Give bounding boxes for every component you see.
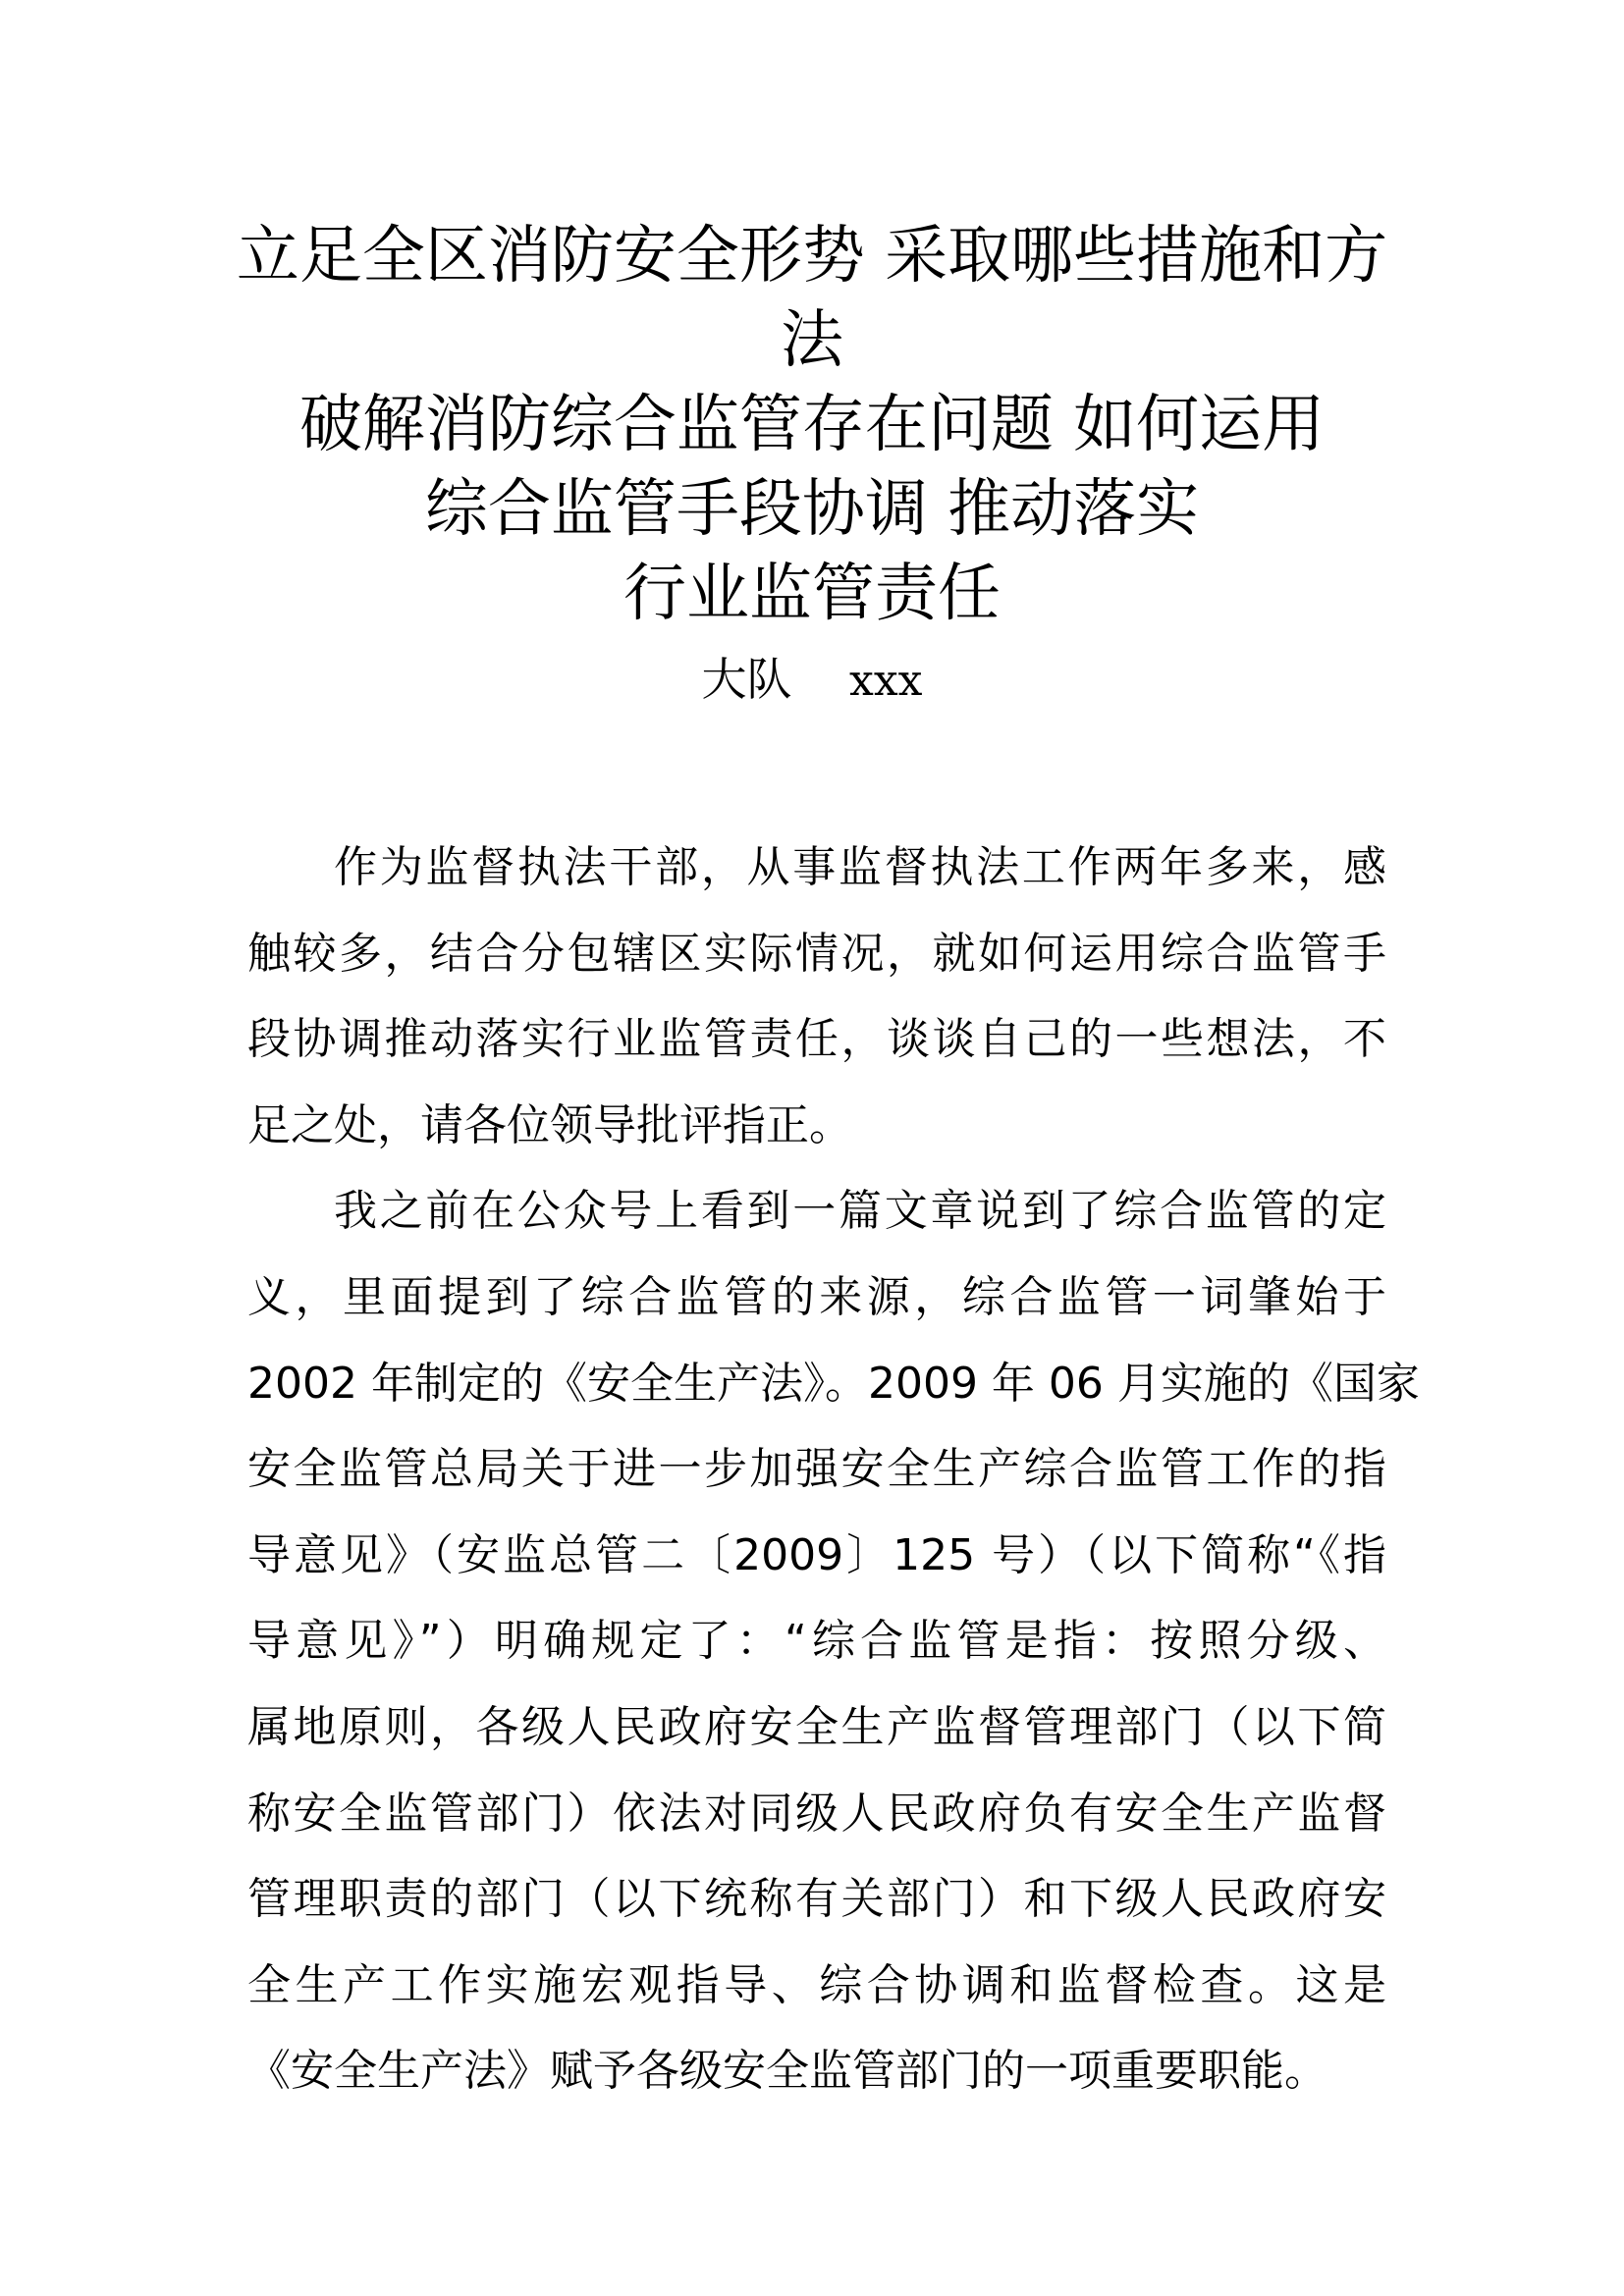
paragraph-2-line: 《安全生产法》赋予各级安全监管部门的一项重要职能。 [247,2046,1327,2097]
title-line-4: 综合监管手段协调 推动落实 [424,473,1200,546]
document-title [196,214,1428,636]
title-line-5: 行业监管责任 [623,558,1001,630]
title-line-3: 破解消防综合监管存在问题 如何运用 [298,389,1326,461]
author-name: xxx [849,656,923,706]
body-text [247,825,1420,2114]
author-line [196,650,1428,711]
author-unit: 大队 [701,653,792,706]
paragraph-2-line: 全生产工作实施宏观指导、综合协调和监督检查。这是 [247,1959,1386,2010]
paragraph-1-line: 触较多，结合分包辖区实际情况，就如何运用综合监管手 [247,928,1386,979]
paragraph-2-line: 安全监管总局关于进一步加强安全生产综合监管工作的指 [247,1444,1386,1495]
paragraph-2-line: 导意见》（安监总管二〔2009〕125 号）（以下简称“《指 [247,1529,1386,1580]
title-line-2: 法 [781,304,843,377]
paragraph-2-line: 我之前在公众号上看到一篇文章说到了综合监管的定 [334,1186,1386,1237]
paragraph-2-line: 导意见》”）明确规定了：“综合监管是指：按照分级、 [247,1616,1386,1667]
paragraph-2-line: 2002 年制定的《安全生产法》。2009 年 06 月实施的《国家 [247,1358,1420,1409]
paragraph-2-line: 管理职责的部门（以下统称有关部门）和下级人民政府安 [247,1874,1386,1925]
paragraph-2-line: 称安全监管部门）依法对同级人民政府负有安全生产监督 [247,1788,1386,1839]
paragraph-2-line: 义，里面提到了综合监管的来源，综合监管一词肇始于 [247,1271,1386,1322]
paragraph-2-line: 属地原则，各级人民政府安全生产监督管理部门（以下简 [247,1701,1386,1752]
paragraph-1-line: 作为监督执法干部，从事监督执法工作两年多来，感 [334,842,1386,892]
paragraph-1-line: 足之处，请各位领导批评指正。 [247,1099,852,1150]
title-line-1: 立足全区消防安全形势 采取哪些措施和方 [236,220,1388,293]
paragraph-1-line: 段协调推动落实行业监管责任，谈谈自己的一些想法，不 [247,1014,1386,1065]
